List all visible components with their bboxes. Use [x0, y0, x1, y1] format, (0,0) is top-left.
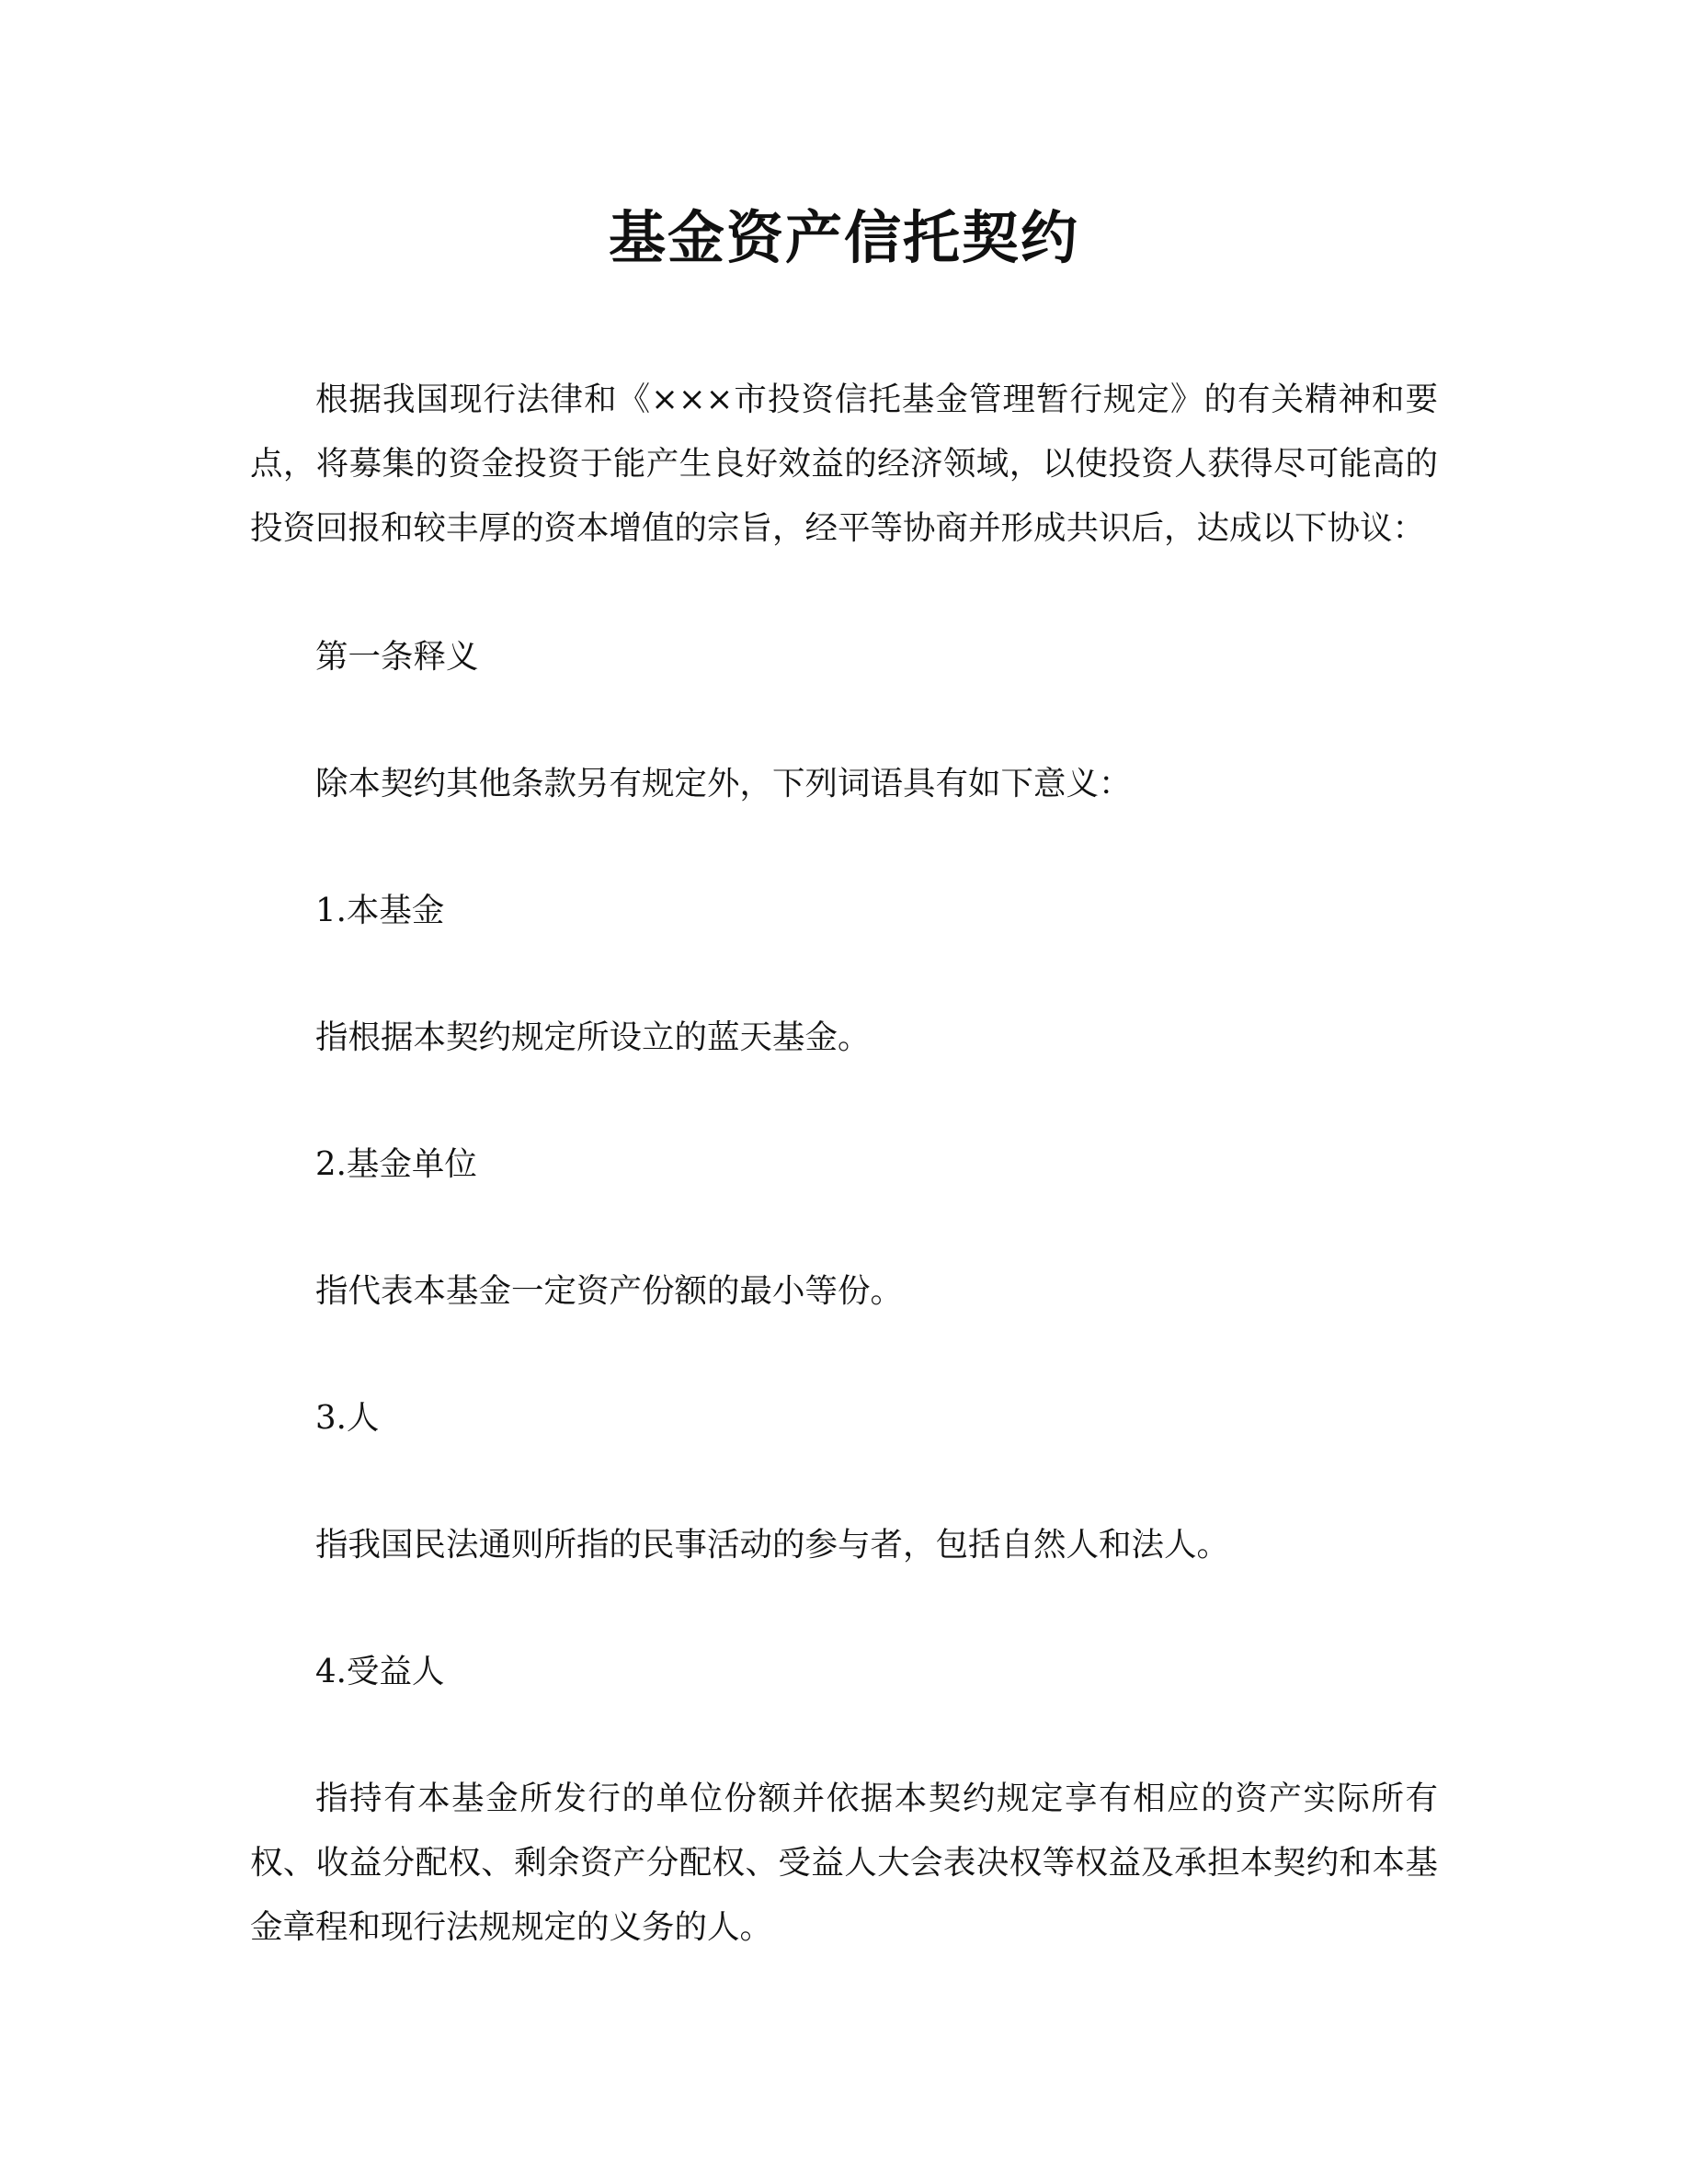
intro-paragraph: 根据我国现行法律和《×××市投资信托基金管理暂行规定》的有关精神和要点，将募集的资金投资于能产生良好效益的经济领域，以使投资人获得尽可能高的投资回报和较丰厚的资本增值的宗旨，经平等协商并形成共识后，达成以下协议： — [250, 381, 1438, 547]
item-3-definition: 指我国民法通则所指的民事活动的参与者，包括自然人和法人。 — [315, 1526, 1230, 1564]
article-1-heading: 第一条释义 — [315, 638, 479, 676]
document-title: 基金资产信托契约 — [608, 204, 1079, 271]
item-2-term: 2.基金单位 — [315, 1145, 477, 1183]
item-3-term: 3.人 — [315, 1399, 380, 1437]
item-4-term: 4.受益人 — [315, 1653, 445, 1690]
item-1-term: 1.本基金 — [315, 892, 445, 929]
item-1-definition: 指根据本契约规定所设立的蓝天基金。 — [315, 1018, 871, 1056]
item-4-definition: 指持有本基金所发行的单位份额并依据本契约规定享有相应的资产实际所有权、收益分配权、剩余资产分配权、受益人大会表决权等权益及承担本契约和本基金章程和现行法规规定的义务的人。 — [250, 1780, 1438, 1946]
item-2-definition: 指代表本基金一定资产份额的最小等份。 — [315, 1272, 904, 1310]
definitions-intro: 除本契约其他条款另有规定外，下列词语具有如下意义： — [315, 765, 1132, 802]
